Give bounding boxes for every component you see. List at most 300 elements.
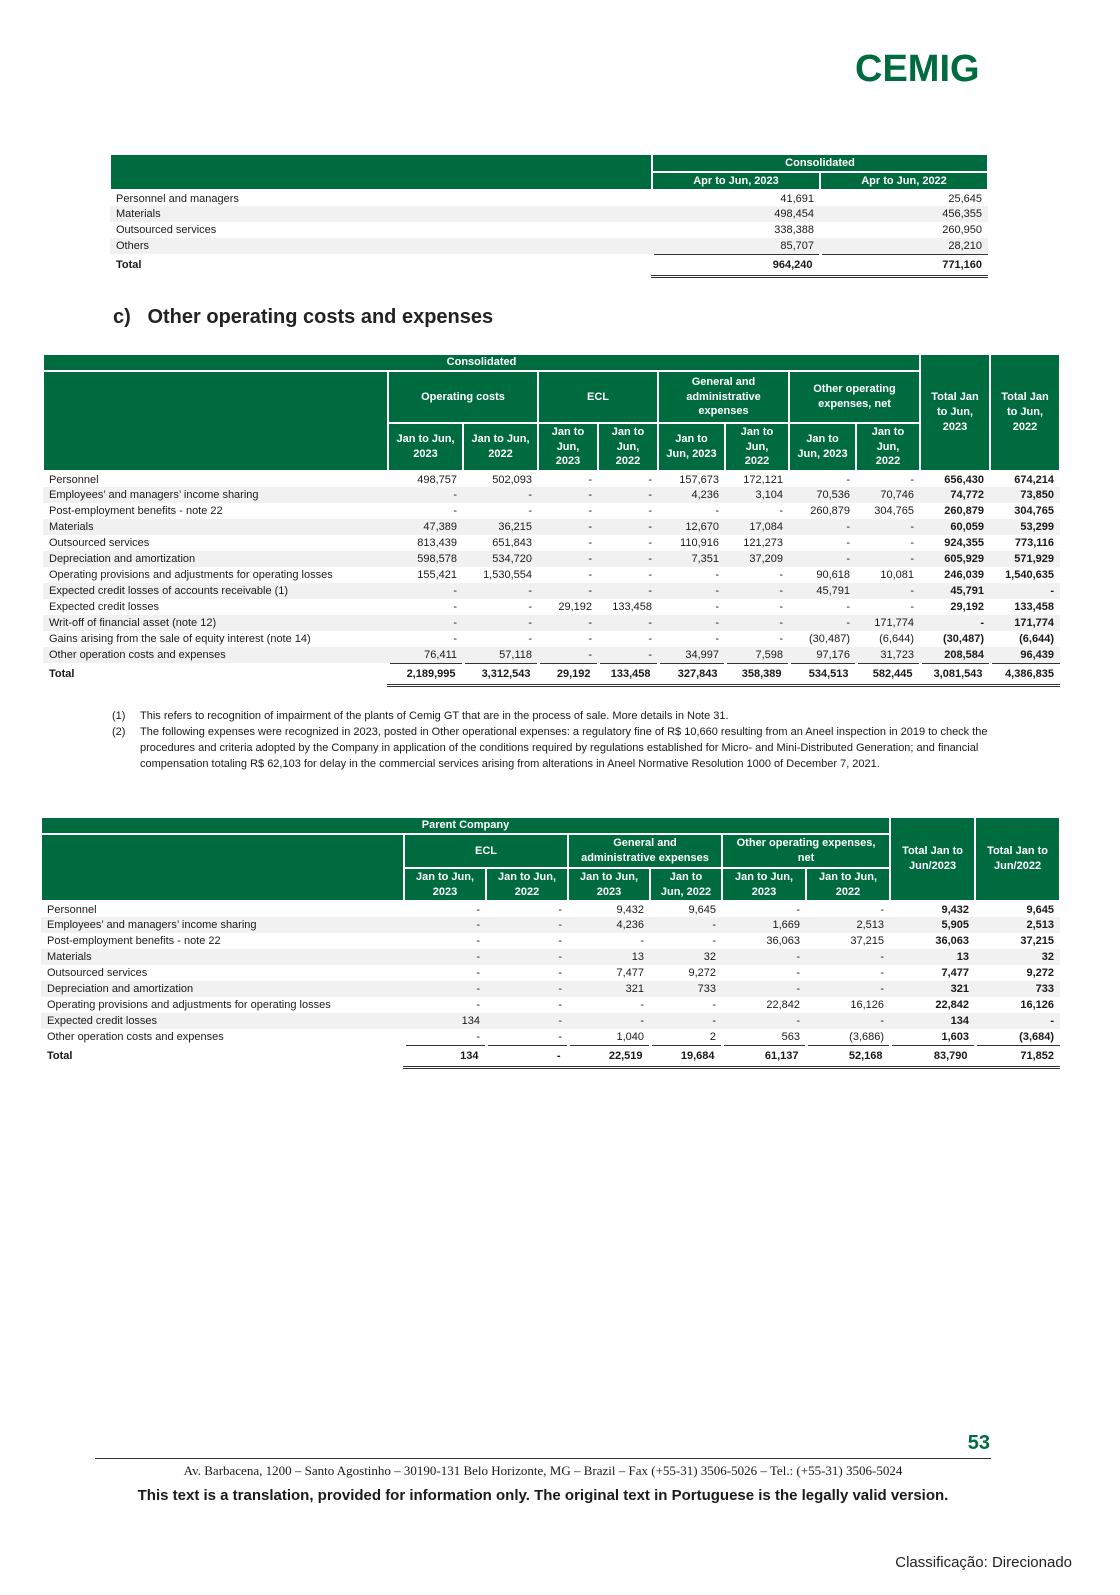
row-label: Post-employment benefits - note 22 <box>47 935 221 947</box>
cell-value: - <box>712 935 716 947</box>
row-label: Outsourced services <box>116 224 217 236</box>
table-row <box>41 949 1060 965</box>
cell-value: (30,487) <box>943 633 984 645</box>
group-operating-costs: Operating costs <box>388 371 538 423</box>
row-label: Materials <box>41 949 404 965</box>
total-value: 3,081,543 <box>920 663 990 685</box>
cell-value: - <box>910 473 914 486</box>
cell-value: 25,645 <box>948 192 983 205</box>
table-row <box>43 535 1060 551</box>
cell-value: 70,536 <box>789 487 856 503</box>
cell-value: - <box>588 537 592 549</box>
table-row <box>43 647 1060 663</box>
cell-value: - <box>722 981 806 997</box>
cell-value: - <box>715 569 719 581</box>
cell-value: 47,389 <box>388 519 463 535</box>
cell-value: - <box>598 615 658 631</box>
row-label: Gains arising from the sale of equity interest (note 14) <box>49 633 311 645</box>
total-value: 29,192 <box>538 663 598 685</box>
cell-value: 70,746 <box>856 487 920 503</box>
cell-value: 32 <box>975 949 1060 965</box>
cell-value: 134 <box>890 1013 975 1029</box>
cell-value: - <box>779 505 783 517</box>
cell-value: 7,598 <box>725 647 789 663</box>
cell-value: 304,765 <box>874 505 914 517</box>
footnote-2 <box>112 724 992 772</box>
svg-text:CEMIG: CEMIG <box>855 48 980 86</box>
cell-value: - <box>910 537 914 549</box>
group-ecl: ECL <box>404 834 568 868</box>
cell-value: 3,104 <box>725 487 789 503</box>
total-value: 771,160 <box>820 254 988 276</box>
cell-value: 304,765 <box>1014 505 1054 517</box>
table-row <box>110 190 988 206</box>
cell-value: - <box>538 647 598 663</box>
cell-value: 456,355 <box>820 206 988 222</box>
cell-value: 7,351 <box>658 551 725 567</box>
cell-value: 4,236 <box>658 487 725 503</box>
cell-value: 498,757 <box>417 473 457 486</box>
cell-value: - <box>528 601 532 613</box>
cell-value: - <box>779 601 783 613</box>
cell-value: 813,439 <box>417 537 457 549</box>
cell-value: 36,063 <box>935 935 970 947</box>
cell-value: - <box>789 519 856 535</box>
total-value: 4,386,835 <box>990 663 1060 685</box>
total-label: Total <box>47 1050 73 1062</box>
cell-value: 733 <box>975 981 1060 997</box>
row-label: Expected credit losses of accounts receivable (1) <box>43 583 388 599</box>
cell-value: - <box>558 935 562 947</box>
sub-header: Jan to Jun, 2023 <box>404 868 486 901</box>
total-value: 358,389 <box>725 663 789 685</box>
cell-value: - <box>658 615 725 631</box>
cell-value: 22,842 <box>766 999 800 1011</box>
cell-value: - <box>538 615 598 631</box>
cell-value: 45,791 <box>920 583 990 599</box>
total-row <box>110 254 988 276</box>
table-row <box>43 583 1060 599</box>
cell-value: - <box>486 981 568 997</box>
cell-value: 10,081 <box>880 569 914 581</box>
section-letter: c) <box>113 306 131 328</box>
row-label: Other operation costs and expenses <box>43 647 388 663</box>
cell-value: - <box>722 1013 806 1029</box>
cell-value: 2,513 <box>975 917 1060 933</box>
table-row <box>43 567 1060 583</box>
cell-value: 7,477 <box>941 967 970 979</box>
cell-value: - <box>880 967 885 979</box>
cell-value: 7,477 <box>616 967 644 979</box>
cell-value: - <box>538 487 598 503</box>
cell-value: 260,879 <box>944 505 984 517</box>
total-value: 327,843 <box>658 663 725 685</box>
cell-value: - <box>598 487 658 503</box>
section-heading: Other operating costs and expenses <box>147 306 494 328</box>
footnote-1 <box>112 708 992 724</box>
cell-value: 338,388 <box>774 224 814 236</box>
total-value: 22,519 <box>568 1045 650 1067</box>
table-row <box>41 981 1060 997</box>
cell-value: - <box>486 1013 568 1029</box>
cell-value: 246,039 <box>944 569 984 581</box>
cell-value: 598,578 <box>388 551 463 567</box>
cell-value: 96,439 <box>990 647 1060 663</box>
total-value: 2,189,995 <box>388 663 463 685</box>
cell-value: - <box>486 949 568 965</box>
cell-value: 1,040 <box>616 1030 644 1043</box>
cell-value: - <box>806 1013 890 1029</box>
cell-value: - <box>568 1013 650 1029</box>
cell-value: - <box>588 633 592 645</box>
sub-header: Jan to Jun, 2023 <box>568 868 650 901</box>
cell-value: 97,176 <box>789 647 856 663</box>
cell-value: - <box>715 505 719 517</box>
parent-company-costs-table <box>40 816 1061 1069</box>
cell-value: 36,215 <box>463 519 538 535</box>
table-row <box>41 1013 1060 1029</box>
row-label: Expected credit losses <box>49 601 160 613</box>
table-row <box>110 206 988 222</box>
total-value: 134 <box>404 1045 486 1067</box>
cell-value: - <box>404 981 486 997</box>
cell-value: - <box>856 519 920 535</box>
cell-value: - <box>846 473 850 486</box>
footnote-key: (1) <box>112 710 126 722</box>
row-label: Materials <box>110 206 652 222</box>
sub-header: Jan to Jun, 2022 <box>486 868 568 901</box>
cell-value: 208,584 <box>920 647 990 663</box>
cell-value: 674,214 <box>1014 473 1054 486</box>
cell-value: 651,843 <box>492 537 532 549</box>
total-label: Total <box>116 259 142 271</box>
total-value: 582,445 <box>856 663 920 685</box>
cell-value: - <box>538 583 598 599</box>
total-value: 19,684 <box>650 1045 722 1067</box>
table-row <box>41 997 1060 1013</box>
row-label: Post-employment benefits - note 22 <box>49 505 223 517</box>
cell-value: - <box>558 999 562 1011</box>
total-header-2023: Total Jan to Jun/2023 <box>890 817 975 901</box>
cell-value: - <box>975 1013 1060 1029</box>
cell-value: - <box>880 903 885 916</box>
cell-value: 22,842 <box>935 999 970 1011</box>
cell-value: - <box>640 935 644 947</box>
cell-value: - <box>789 551 856 567</box>
cell-value: - <box>588 473 592 486</box>
cell-value: - <box>650 917 722 933</box>
row-label: Employees’ and managers’ income sharing <box>41 917 404 933</box>
row-label: Personnel <box>47 903 97 916</box>
parent-company-header: Parent Company <box>41 817 890 834</box>
table-row <box>43 487 1060 503</box>
cell-value: 733 <box>650 981 722 997</box>
cemig-logo <box>855 48 1003 86</box>
cell-value: 155,421 <box>417 569 457 581</box>
cell-value: - <box>598 551 658 567</box>
cell-value: 37,215 <box>850 935 885 947</box>
row-label: Depreciation and amortization <box>41 981 404 997</box>
cell-value: (3,686) <box>849 1030 885 1043</box>
consolidated-header: Consolidated <box>43 354 920 371</box>
total-header-2022: Total Jan to Jun, 2022 <box>990 354 1060 471</box>
cell-value: - <box>789 615 856 631</box>
cell-value: - <box>715 633 719 645</box>
total-value: 534,513 <box>789 663 856 685</box>
cell-value: - <box>650 1013 722 1029</box>
row-label: Other operation costs and expenses <box>47 1031 224 1043</box>
table-row <box>41 917 1060 933</box>
total-value: 61,137 <box>722 1045 806 1067</box>
total-value: 133,458 <box>598 663 658 685</box>
cell-value: - <box>463 615 538 631</box>
cell-value: 321 <box>568 981 650 997</box>
cell-value: 4,236 <box>568 917 650 933</box>
table-row <box>43 615 1060 631</box>
group-other-operating: Other operating expenses, net <box>789 371 920 423</box>
table-row <box>43 599 1060 615</box>
group-general-admin: General and administrative expenses <box>568 834 722 868</box>
cell-value: - <box>779 633 783 645</box>
cell-value: 656,430 <box>944 473 984 486</box>
row-label: Operating provisions and adjustments for operating losses <box>49 569 333 581</box>
sub-header: Jan to Jun, 2023 <box>538 423 598 471</box>
cell-value: 90,618 <box>816 569 850 581</box>
footer-address: Av. Barbacena, 1200 – Santo Agostinho – 30190-131 Belo Horizonte, MG – Brazil – Fax (+55-31) 3506-5026 – Tel.: (+55-31) 3506-5024 <box>183 1463 903 1478</box>
cell-value: - <box>388 615 463 631</box>
table-row <box>43 551 1060 567</box>
table-row <box>110 222 988 238</box>
total-label: Total <box>49 668 75 680</box>
table-row <box>110 238 988 254</box>
cell-value: 74,772 <box>920 487 990 503</box>
table-row <box>43 519 1060 535</box>
cell-value: - <box>648 473 652 486</box>
cell-value: 605,929 <box>920 551 990 567</box>
total-value: 71,852 <box>975 1045 1060 1067</box>
cell-value: - <box>453 601 457 613</box>
sub-header: Jan to Jun, 2023 <box>789 423 856 471</box>
sub-header: Jan to Jun, 2023 <box>658 423 725 471</box>
sub-header: Jan to Jun, 2022 <box>463 423 538 471</box>
cell-value: - <box>856 551 920 567</box>
cell-value: 9,432 <box>941 903 970 916</box>
cell-value: - <box>388 583 463 599</box>
col-header-2023: Apr to Jun, 2023 <box>652 172 820 190</box>
header-blank <box>110 154 652 190</box>
table-row <box>43 503 1060 519</box>
cell-value: 53,299 <box>990 519 1060 535</box>
cell-value: - <box>598 519 658 535</box>
page-number: 53 <box>967 1432 990 1454</box>
cell-value: - <box>404 949 486 965</box>
row-label: Personnel <box>49 473 99 486</box>
cell-value: 1,669 <box>722 917 806 933</box>
total-value: 52,168 <box>806 1045 890 1067</box>
consolidated-header: Consolidated <box>652 154 988 172</box>
cell-value: 9,432 <box>616 903 644 916</box>
translation-disclaimer: This text is a translation, provided for information only. The original text in Portuguese is the legally valid version. <box>137 1487 949 1504</box>
consolidated-costs-table <box>42 353 1061 687</box>
cell-value: 36,063 <box>766 935 800 947</box>
cell-value: 32 <box>650 949 722 965</box>
cell-value: - <box>538 551 598 567</box>
cell-value: 571,929 <box>990 551 1060 567</box>
total-value: 964,240 <box>652 254 820 276</box>
cell-value: 171,774 <box>990 615 1060 631</box>
table-row <box>41 1029 1060 1045</box>
cell-value: - <box>846 537 850 549</box>
footnote-text: The following expenses were recognized in 2023, posted in Other operational expenses: a regulatory fine of R$ 10,660 resulting from an Aneel inspection in 2019 to check the procedures and criteria adopted by the Company in application of the conditions required by regulations established for Micro- and Mini-Distributed Generation; and financial compensation totaling R$ 62,103 for delay in the commercial services arising from alterations in Aneel Normative Resolution 1000 of December 7, 2021. <box>140 726 988 770</box>
cell-value: 9,645 <box>1026 903 1055 916</box>
cell-value: 260,950 <box>942 224 983 236</box>
footnotes <box>112 708 992 772</box>
cell-value: - <box>538 519 598 535</box>
cell-value: - <box>476 1030 480 1043</box>
cell-value: - <box>725 583 789 599</box>
cell-value: 76,411 <box>388 647 463 663</box>
cell-value: - <box>796 967 800 979</box>
cell-value: - <box>796 903 800 916</box>
cell-value: - <box>856 583 920 599</box>
cell-value: 2 <box>709 1030 716 1043</box>
group-general-admin: General and administrative expenses <box>658 371 789 423</box>
sub-header: Jan to Jun, 2022 <box>650 868 722 901</box>
cell-value: 16,126 <box>850 999 885 1011</box>
cell-value: - <box>558 967 562 979</box>
quarterly-expenses-table <box>109 153 989 278</box>
row-label: Others <box>110 238 652 254</box>
cell-value: 34,997 <box>658 647 725 663</box>
cell-value: - <box>388 487 463 503</box>
sub-header: Jan to Jun, 2022 <box>856 423 920 471</box>
cell-value: - <box>712 999 716 1011</box>
cell-value: 41,691 <box>780 192 814 205</box>
cell-value: 133,458 <box>1014 601 1054 613</box>
cell-value: (30,487) <box>809 633 850 645</box>
cell-value: 13 <box>890 949 975 965</box>
total-value: 3,312,543 <box>463 663 538 685</box>
footnote-key: (2) <box>112 726 126 738</box>
row-label: Depreciation and amortization <box>43 551 388 567</box>
cell-value: 321 <box>890 981 975 997</box>
cell-value: 1,540,635 <box>1005 569 1054 581</box>
cell-value: - <box>528 633 532 645</box>
cell-value: 110,916 <box>680 537 719 549</box>
table-row <box>43 471 1060 487</box>
cell-value: 171,774 <box>856 615 920 631</box>
cell-value: 16,126 <box>1020 999 1055 1011</box>
total-header-2022: Total Jan to Jun/2022 <box>975 817 1060 901</box>
cell-value: - <box>598 583 658 599</box>
cell-value: 924,355 <box>944 537 984 549</box>
cell-value: (6,644) <box>1019 633 1054 645</box>
total-row <box>43 663 1060 685</box>
cell-value: (3,684) <box>1019 1030 1055 1043</box>
cell-value: 60,059 <box>920 519 990 535</box>
cell-value: - <box>725 615 789 631</box>
cell-value: 563 <box>781 1030 800 1043</box>
cell-value: - <box>806 981 890 997</box>
cell-value: 9,645 <box>688 903 716 916</box>
cell-value: 12,670 <box>658 519 725 535</box>
row-label: Personnel and managers <box>116 192 239 205</box>
cell-value: 85,707 <box>652 238 820 254</box>
row-label: Employees’ and managers’ income sharing <box>43 487 388 503</box>
header-blank <box>41 834 404 901</box>
cell-value: 9,272 <box>688 967 716 979</box>
total-value: 83,790 <box>890 1045 975 1067</box>
cell-value: - <box>476 999 480 1011</box>
cell-value: - <box>990 583 1060 599</box>
cell-value: 57,118 <box>463 647 538 663</box>
cell-value: 73,850 <box>990 487 1060 503</box>
sub-header: Jan to Jun, 2022 <box>806 868 890 901</box>
cell-value: - <box>910 601 914 613</box>
cell-value: - <box>715 601 719 613</box>
group-other-operating: Other operating expenses, net <box>722 834 890 868</box>
cell-value: 13 <box>568 949 650 965</box>
cell-value: - <box>779 569 783 581</box>
cell-value: - <box>476 935 480 947</box>
sub-header: Jan to Jun, 2023 <box>722 868 806 901</box>
cell-value: 498,454 <box>652 206 820 222</box>
footnote-text: This refers to recognition of impairment of the plants of Cemig GT that are in the process of sale. More details in Note 31. <box>140 710 729 722</box>
cell-value: 37,215 <box>1020 935 1055 947</box>
cell-value: - <box>920 615 990 631</box>
cell-value: 134 <box>404 1013 486 1029</box>
cell-value: 45,791 <box>789 583 856 599</box>
section-title <box>113 306 493 329</box>
cell-value: - <box>648 505 652 517</box>
cell-value: - <box>648 569 652 581</box>
cell-value: - <box>598 647 658 663</box>
sub-header: Jan to Jun, 2023 <box>388 423 463 471</box>
col-header-2022: Apr to Jun, 2022 <box>820 172 988 190</box>
row-label: Materials <box>43 519 388 535</box>
row-label: Expected credit losses <box>41 1013 404 1029</box>
cell-value: - <box>476 903 480 916</box>
cell-value: - <box>558 903 562 916</box>
cell-value: - <box>558 1030 562 1043</box>
group-ecl: ECL <box>538 371 658 423</box>
cell-value: 2,513 <box>806 917 890 933</box>
header-blank <box>43 371 388 471</box>
cell-value: - <box>658 583 725 599</box>
cell-value: - <box>640 999 644 1011</box>
cell-value: 534,720 <box>463 551 538 567</box>
row-label: Operating provisions and adjustments for operating losses <box>47 999 331 1011</box>
cell-value: - <box>404 917 486 933</box>
cell-value: (6,644) <box>879 633 914 645</box>
cell-value: - <box>648 537 652 549</box>
cell-value: 172,121 <box>743 473 783 486</box>
cell-value: 773,116 <box>1014 537 1054 549</box>
total-row <box>41 1045 1060 1067</box>
cell-value: 5,905 <box>890 917 975 933</box>
cell-value: 37,209 <box>725 551 789 567</box>
cell-value: 28,210 <box>820 238 988 254</box>
table-row <box>41 901 1060 917</box>
cell-value: - <box>453 505 457 517</box>
cell-value: - <box>648 633 652 645</box>
cell-value: 9,272 <box>1026 967 1055 979</box>
cell-value: 260,879 <box>810 505 850 517</box>
cell-value: 502,093 <box>492 473 532 486</box>
row-label: Writ-off of financial asset (note 12) <box>43 615 388 631</box>
cell-value: 133,458 <box>612 601 652 613</box>
sub-header: Jan to Jun, 2022 <box>725 423 789 471</box>
